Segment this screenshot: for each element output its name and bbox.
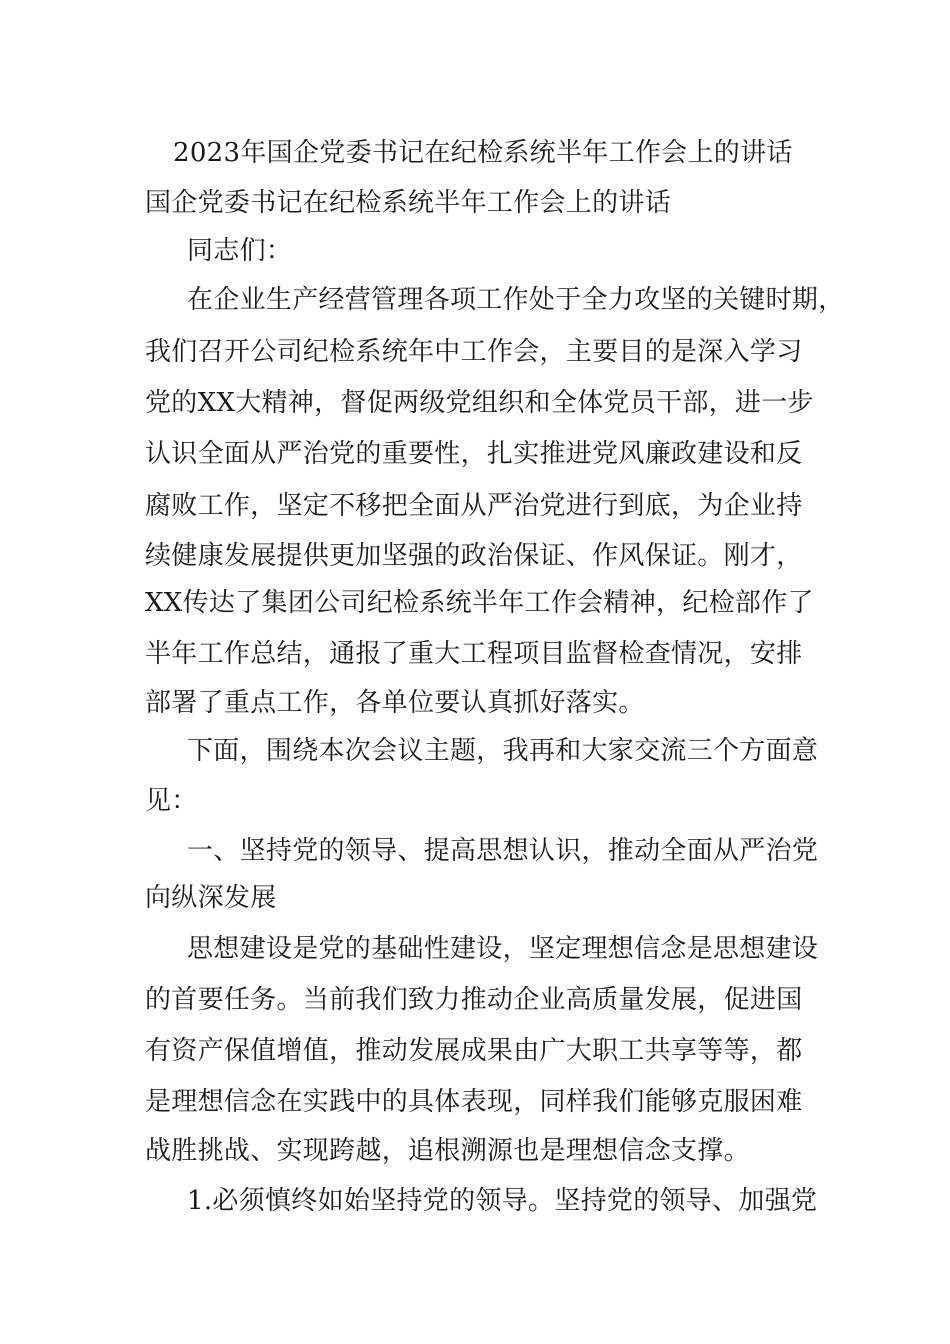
paragraph-line: 下面，围绕本次会议主题，我再和大家交流三个方面意 [187, 736, 819, 766]
paragraph-line: 的首要任务。当前我们致力推动企业高质量发展，促进国 [145, 985, 803, 1015]
paragraph-line: 腐败工作，坚定不移把全面从严治党进行到底，为企业持 [145, 491, 803, 521]
salutation: 同志们： [187, 236, 293, 266]
paragraph-line: 部署了重点工作，各单位要认真抓好落实。 [145, 688, 645, 718]
document-subtitle: 国企党委书记在纪检系统半年工作会上的讲话 [145, 188, 672, 218]
paragraph-line: 认识全面从严治党的重要性，扎实推进党风廉政建设和反 [145, 439, 803, 469]
paragraph-line: 有资产保值增值，推动发展成果由广大职工共享等等，都 [145, 1036, 803, 1066]
paragraph-line: 半年工作总结，通报了重大工程项目监督检查情况，安排 [145, 639, 803, 669]
paragraph-line: 在企业生产经营管理各项工作处于全力攻坚的关键时期， [187, 285, 845, 315]
paragraph-line: 是理想信念在实践中的具体表现，同样我们能够克服困难 [145, 1087, 803, 1117]
paragraph-line: 续健康发展提供更加坚强的政治保证、作风保证。刚才， [145, 541, 803, 571]
paragraph-line: 见： [145, 786, 198, 816]
section-heading: 向纵深发展 [145, 883, 277, 913]
document-title: 2023年国企党委书记在纪检系统半年工作会上的讲话 [173, 138, 793, 168]
section-heading: 一、坚持党的领导、提高思想认识，推动全面从严治党 [187, 836, 819, 866]
paragraph-line: 思想建设是党的基础性建设，坚定理想信念是思想建设 [187, 934, 819, 964]
paragraph-line: 战胜挑战、实现跨越，追根溯源也是理想信念支撑。 [145, 1136, 750, 1166]
paragraph-line: 我们召开公司纪检系统年中工作会，主要目的是深入学习 [145, 337, 803, 367]
paragraph-line: 党的XX大精神，督促两级党组织和全体党员干部，进一步 [145, 388, 814, 418]
numbered-point: 1.必须慎终如始坚持党的领导。坚持党的领导、加强党 [187, 1186, 818, 1216]
paragraph-line: XX传达了集团公司纪检系统半年工作会精神，纪检部作了 [145, 588, 814, 618]
